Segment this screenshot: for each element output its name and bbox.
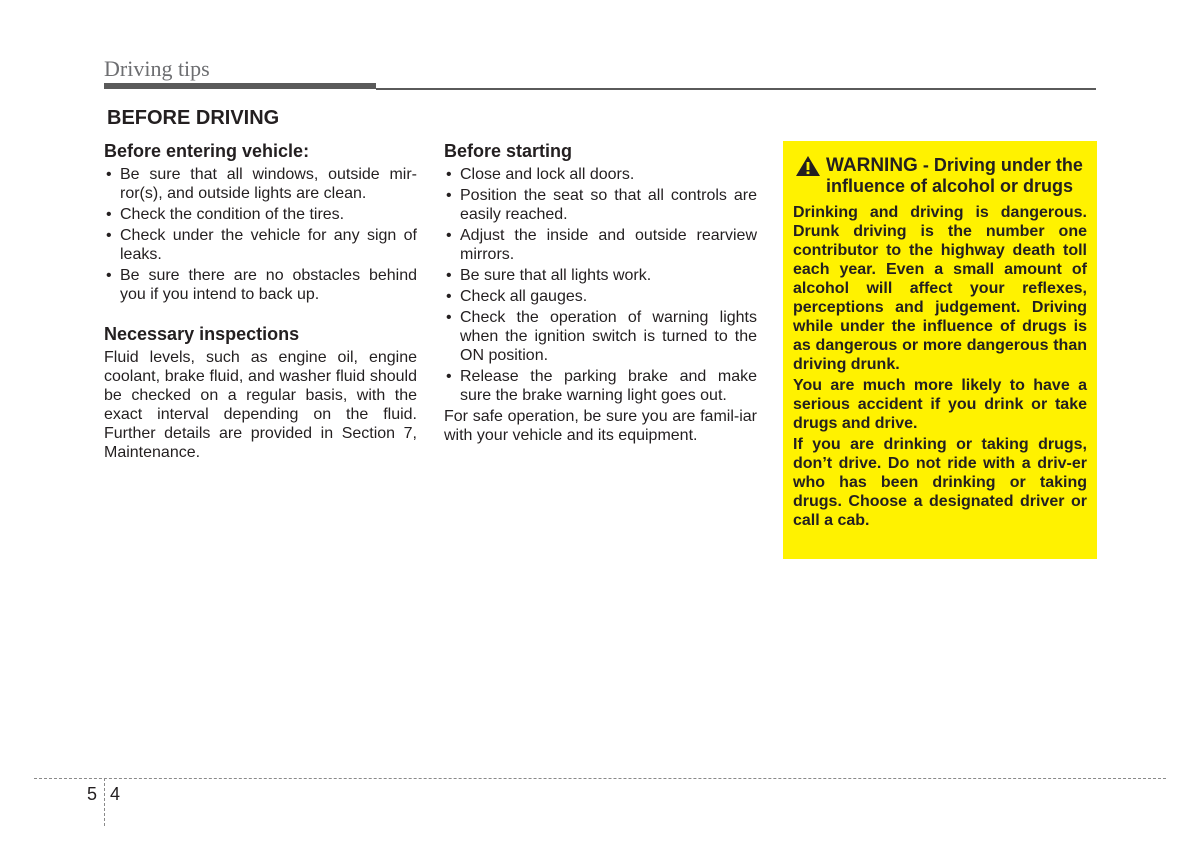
necessary-inspections-heading: Necessary inspections: [104, 324, 300, 344]
warning-paragraph: You are much more likely to have a serious accident if you drink or take drugs and drive.: [793, 377, 1087, 432]
list-item: • Close and lock all doors.: [444, 165, 757, 184]
before-entering-list: [104, 165, 417, 304]
warning-body: [793, 203, 1087, 530]
chapter-number: 5: [87, 784, 98, 804]
before-starting-note: For safe operation, be sure you are famil-iar with your vehicle and its equipment.: [444, 408, 757, 444]
necessary-inspections-body: Fluid levels, such as engine oil, engine coolant, brake fluid, and washer fluid should be checked on a regular basis, with the exact interval depending on the fluid. Further details are provided in Section 7, Maintenance.: [104, 349, 417, 461]
list-item: • Release the parking brake and make sure the brake warning light goes out.: [444, 367, 757, 405]
left-column: [104, 140, 417, 462]
warning-label: WARNING: [826, 155, 918, 176]
list-item: • Adjust the inside and outside rearview mirrors.: [444, 226, 757, 264]
warning-title: - Driving under the influence of alcohol or drugs: [826, 155, 1083, 196]
list-item: • Check the condition of the tires.: [104, 205, 417, 224]
list-item: • Be sure there are no obstacles behind you if you intend to back up.: [104, 266, 417, 304]
warning-triangle-icon: [795, 155, 821, 177]
list-item: • Be sure that all lights work.: [444, 266, 757, 285]
header-rule-thin: [376, 88, 1096, 90]
section-header: Driving tips: [104, 56, 210, 81]
warning-paragraph: Drinking and driving is dangerous. Drunk driving is the number one contributor to the highway death toll each year. Even a small amount of alcohol will affect your reflexes, perceptions and judgement. Driving while under the influence of drugs is as dangerous or more dangerous than driving drunk.: [793, 204, 1087, 373]
middle-column: [444, 140, 757, 445]
page-number-divider: [104, 778, 105, 826]
warning-heading: [793, 155, 1087, 196]
before-starting-list: [444, 165, 757, 405]
list-item: • Check all gauges.: [444, 287, 757, 306]
warning-box: [783, 141, 1097, 559]
footer-rule: [34, 778, 1166, 779]
spacer: [104, 306, 417, 323]
list-item: • Check the operation of warning lights when the ignition switch is turned to the ON position.: [444, 308, 757, 365]
before-entering-heading: Before entering vehicle:: [104, 141, 310, 161]
list-item: • Check under the vehicle for any sign of leaks.: [104, 226, 417, 264]
before-starting-heading: Before starting: [444, 141, 573, 161]
page-title: BEFORE DRIVING: [107, 107, 280, 129]
page-number: 4: [110, 784, 121, 804]
list-item: • Be sure that all windows, outside mir-ror(s), and outside lights are clean.: [104, 165, 417, 203]
warning-paragraph: If you are drinking or taking drugs, don’t drive. Do not ride with a driv-er who has been drinking or taking drugs. Choose a designated driver or call a cab.: [793, 436, 1087, 529]
list-item: • Position the seat so that all controls are easily reached.: [444, 186, 757, 224]
header-rule-thick: [104, 83, 376, 89]
